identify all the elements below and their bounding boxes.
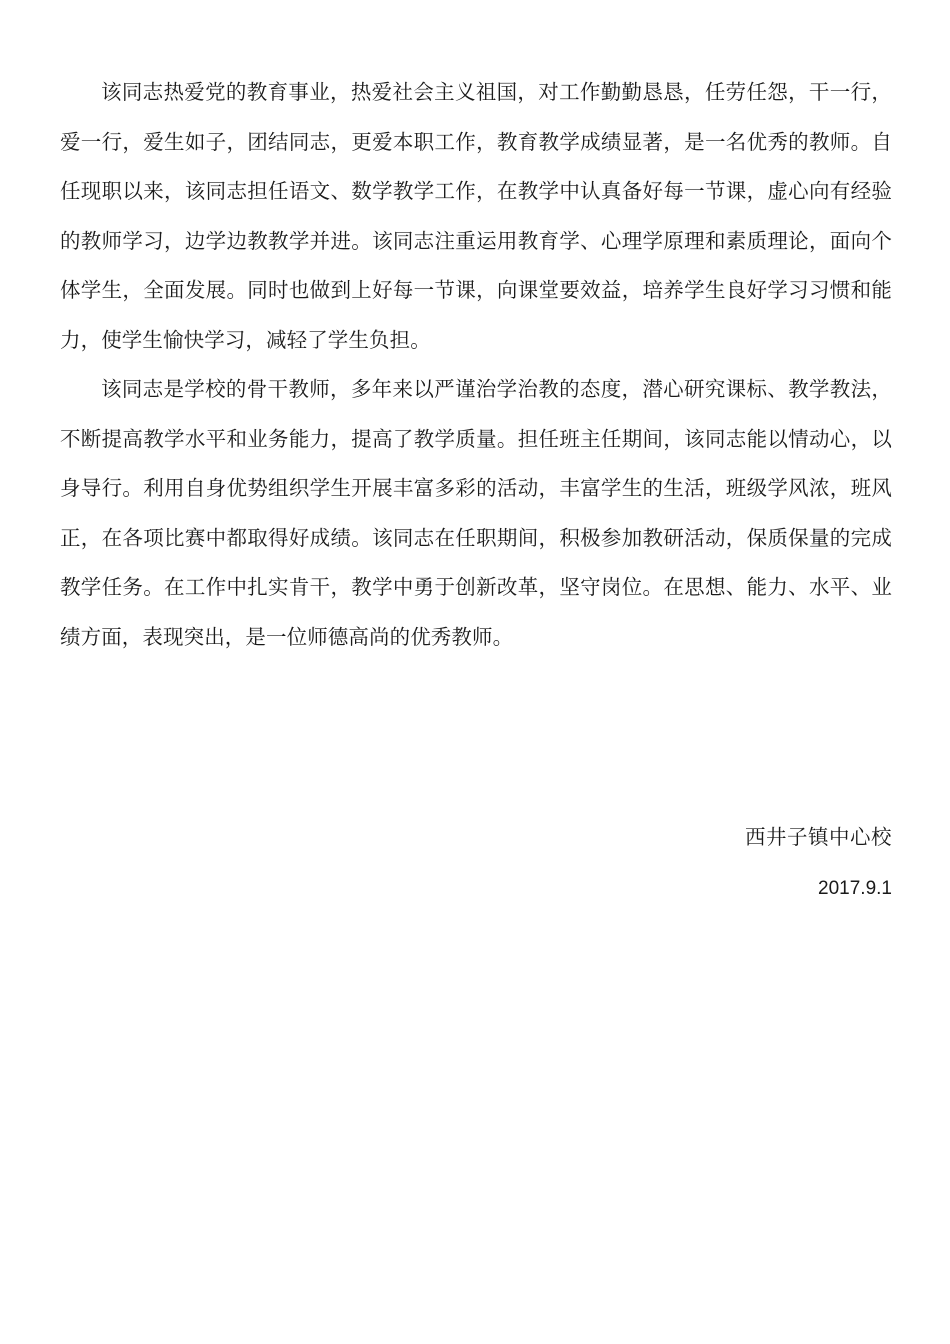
signature-date: 2017.9.1 xyxy=(818,878,892,899)
paragraph-2: 该同志是学校的骨干教师，多年来以严谨治学治教的态度，潜心研究课标、教学教法，不断提高教学水平和业务能力，提高了教学质量。担任班主任期间，该同志能以情动心，以身导行。利用自身优势组织学生开展丰富多彩的活动，丰富学生的生活，班级学风浓，班风正，在各项比赛中都取得好成绩。该同志在任职期间，积极参加教研活动，保质保量的完成教学任务。在工作中扎实肯干，教学中勇于创新改革，坚守岗位。在思想、能力、水平、业绩方面，表现突出，是一位师德高尚的优秀教师。 xyxy=(60,377,892,649)
document-body xyxy=(60,68,892,662)
paragraph-1: 该同志热爱党的教育事业，热爱社会主义祖国，对工作勤勤恳恳，任劳任怨，干一行，爱一行，爱生如子，团结同志，更爱本职工作，教育教学成绩显著，是一名优秀的教师。自任现职以来，该同志担任语文、数学教学工作，在教学中认真备好每一节课，虚心向有经验的教师学习，边学边教教学并进。该同志注重运用教育学、心理学原理和素质理论，面向个体学生，全面发展。同时也做到上好每一节课，向课堂要效益，培养学生良好学习习惯和能力，使学生愉快学习，减轻了学生负担。 xyxy=(60,80,892,352)
signature-block xyxy=(745,815,892,911)
signature-organization: 西井子镇中心校 xyxy=(745,825,892,849)
